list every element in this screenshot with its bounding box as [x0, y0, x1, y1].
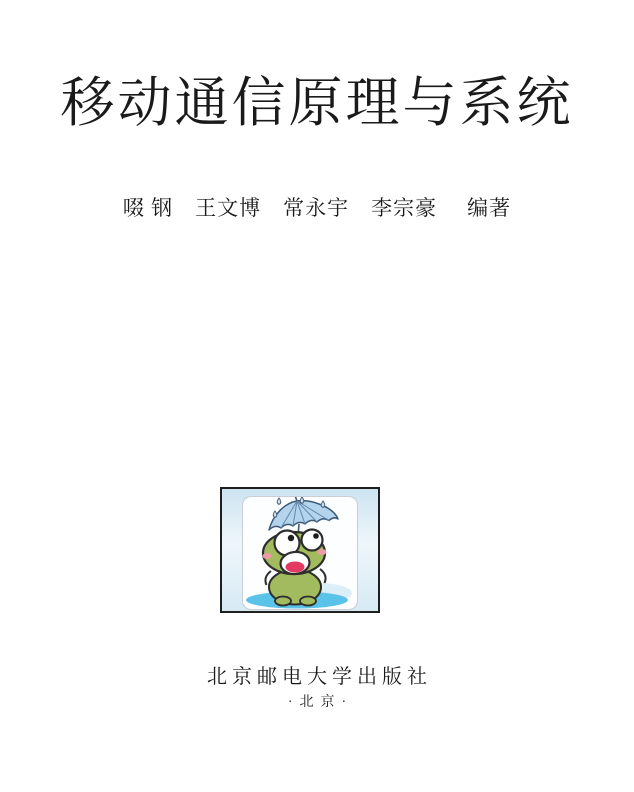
frog-foot-right — [300, 597, 316, 606]
cover-illustration-frame — [220, 487, 380, 613]
publisher-name: 北京邮电大学出版社 — [207, 666, 432, 688]
author-name: 王文博 — [195, 196, 262, 220]
author-name: 啜 钢 — [122, 196, 174, 220]
book-title: 移动通信原理与系统 — [60, 73, 574, 133]
frog-pupil-left — [288, 535, 294, 541]
frog-blush-right — [318, 549, 327, 555]
frog-with-umbrella-illustration — [243, 497, 357, 609]
cover-illustration-panel — [242, 496, 358, 610]
frog-head-group — [263, 530, 327, 576]
authors-line — [0, 192, 634, 222]
frog-blush-left — [263, 553, 272, 559]
frog-eye-right — [302, 530, 323, 551]
publisher-city: ·北京· — [287, 695, 354, 710]
frog-arm-right — [320, 569, 326, 583]
authors-role: 编著 — [467, 196, 512, 220]
frog-tongue — [286, 562, 305, 573]
frog-pupil-right — [313, 533, 319, 539]
author-name: 常永宇 — [283, 196, 350, 220]
author-name: 李宗豪 — [371, 196, 438, 220]
frog-foot-left — [275, 597, 291, 606]
